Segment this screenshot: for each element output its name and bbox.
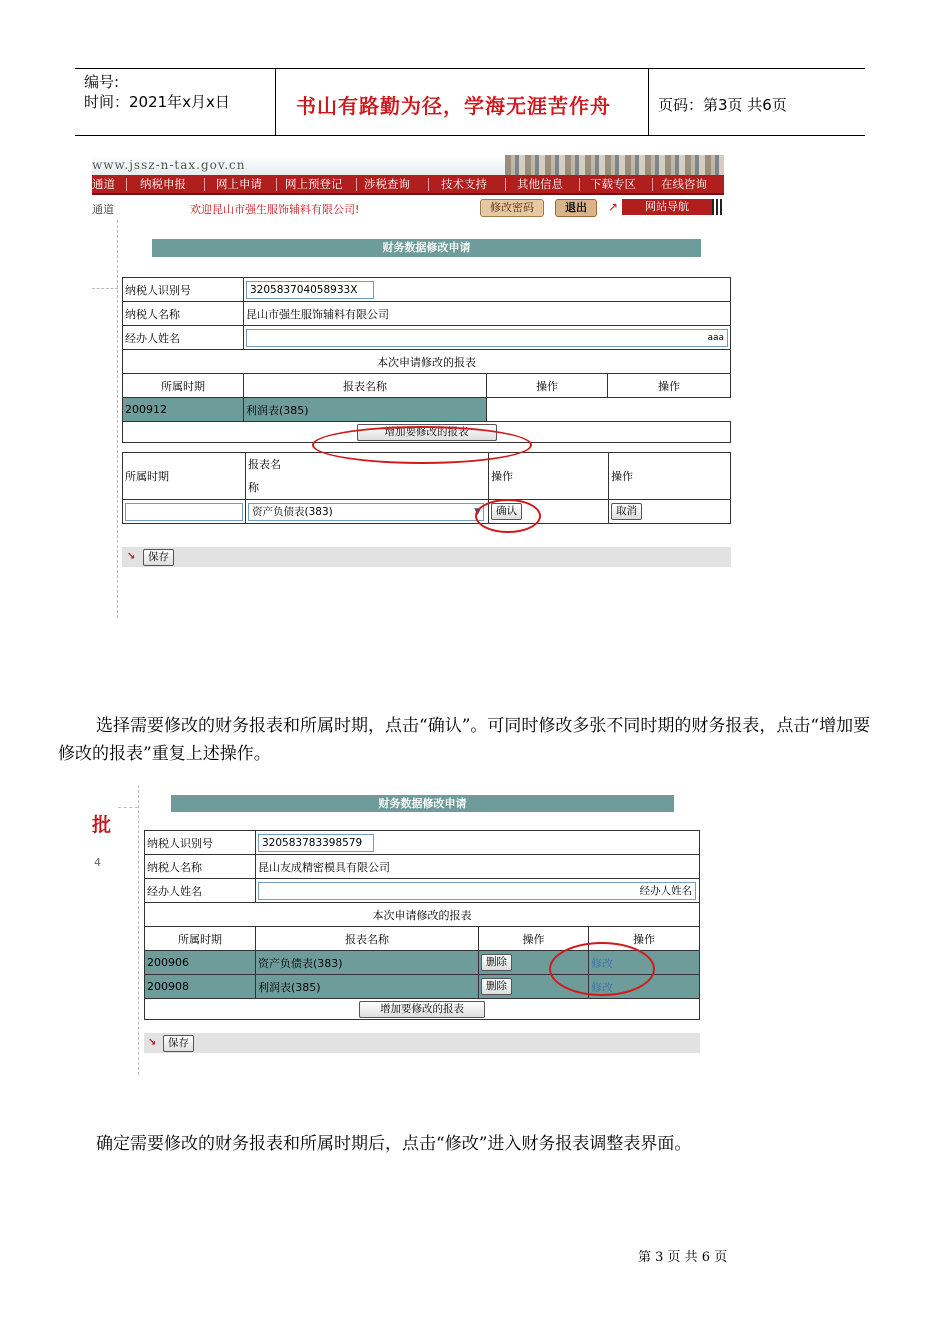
form-header-line: 报表名 <box>248 458 281 471</box>
form-title: 财务数据修改申请 <box>171 795 674 812</box>
value-cell <box>256 831 700 855</box>
label-cell: 纳税人识别号 <box>145 831 256 855</box>
change-password-button[interactable]: 修改密码 <box>480 199 544 217</box>
modify-link[interactable]: 修改 <box>590 980 613 994</box>
save-button[interactable]: 保存 <box>163 1035 194 1052</box>
period-input[interactable] <box>125 503 243 521</box>
report-cell: 利润表(385) <box>244 398 487 422</box>
header-meta <box>84 72 230 112</box>
guide-line <box>92 288 118 289</box>
delete-button[interactable]: 删除 <box>481 978 512 995</box>
report-select[interactable] <box>248 503 484 521</box>
column-header: 操作 <box>608 374 731 398</box>
column-header: 报表名称 <box>256 927 479 951</box>
number-label: 编号: <box>84 73 120 91</box>
nav-item[interactable]: 在线咨询 <box>661 177 707 191</box>
taxpayer-id-field[interactable]: 320583783398579 <box>258 834 374 852</box>
confirm-button[interactable]: 确认 <box>491 503 522 520</box>
modify-link[interactable]: 修改 <box>590 956 613 970</box>
label-cell: 经办人姓名 <box>123 326 244 350</box>
nav-separator <box>652 178 653 191</box>
nav-separator <box>505 178 506 191</box>
taxpayer-id-field[interactable]: 320583704058933X <box>246 281 374 299</box>
nav-item[interactable]: 其他信息 <box>517 177 563 191</box>
taxpayer-name-value: 昆山友成精密模具有限公司 <box>256 855 700 879</box>
form-header-line: 称 <box>248 481 259 494</box>
time-label: 时间：2021年x月x日 <box>84 93 230 111</box>
instruction-paragraph: 确定需要修改的财务报表和所属时期后，点击“修改”进入财务报表调整表界面。 <box>96 1134 692 1154</box>
nav-separator <box>428 178 429 191</box>
form-header: 所属时期 <box>123 453 246 500</box>
page-footer: 第 3 页 共 6 页 <box>638 1250 728 1265</box>
column-header: 操作 <box>487 374 608 398</box>
annotation-circle <box>549 942 655 996</box>
header-divider <box>275 68 276 136</box>
value-cell <box>256 879 700 903</box>
nav-separator <box>204 178 205 191</box>
guide-line <box>118 807 138 808</box>
save-button[interactable]: 保存 <box>143 549 174 566</box>
column-header: 操作 <box>588 927 699 951</box>
header-motto: 书山有路勤为径，学海无涯苦作舟 <box>296 94 611 118</box>
left-fragment-text: 通道 <box>92 203 114 216</box>
report-cell: 资产负债表(383) <box>256 951 479 975</box>
annotation-circle <box>475 499 541 533</box>
column-header: 操作 <box>478 927 588 951</box>
label-cell: 纳税人名称 <box>123 302 244 326</box>
nav-item[interactable]: 网上预登记 <box>285 177 343 191</box>
period-cell: 200908 <box>145 975 256 999</box>
form-title: 财务数据修改申请 <box>152 239 701 257</box>
bullet-icon: ↘ <box>127 551 136 562</box>
chevron-down-icon: ▼ <box>474 506 481 517</box>
left-fragment-text: 4 <box>94 856 101 869</box>
section-title: 本次申请修改的报表 <box>145 903 700 927</box>
period-cell: 200906 <box>145 951 256 975</box>
banner-building-image <box>505 155 724 175</box>
select-cell <box>246 500 489 524</box>
application-table <box>122 277 731 443</box>
exit-button[interactable]: 退出 <box>555 199 597 217</box>
save-bar <box>122 547 731 567</box>
value-cell <box>244 278 731 302</box>
annotation-circle <box>312 426 532 464</box>
arrow-icon: ↗ <box>608 200 619 214</box>
report-select-value: 资产负债表(383) <box>252 505 333 518</box>
label-cell: 纳税人识别号 <box>123 278 244 302</box>
header-page-number: 页码：第3页 共6页 <box>658 96 787 114</box>
site-url: www.jssz-n-tax.gov.cn <box>92 158 246 172</box>
nav-separator <box>276 178 277 191</box>
form-header: 操作 <box>608 453 730 500</box>
nav-separator <box>579 178 580 191</box>
period-cell: 200912 <box>123 398 244 422</box>
label-cell: 经办人姓名 <box>145 879 256 903</box>
empty-cell <box>487 398 731 422</box>
add-report-button[interactable]: 增加要修改的报表 <box>357 424 497 441</box>
cancel-cell <box>608 500 730 524</box>
add-report-button[interactable]: 增加要修改的报表 <box>359 1001 485 1018</box>
nav-item[interactable]: 网上申请 <box>216 177 262 191</box>
value-cell <box>244 326 731 350</box>
section-title: 本次申请修改的报表 <box>123 350 731 374</box>
guide-line <box>117 220 118 618</box>
nav-item[interactable]: 涉税查询 <box>364 177 410 191</box>
period-input-cell <box>123 500 246 524</box>
column-header: 所属时期 <box>145 927 256 951</box>
welcome-message: 欢迎昆山市强生服饰辅料有限公司! <box>190 203 360 216</box>
label-cell: 纳税人名称 <box>145 855 256 879</box>
stripes-icon <box>712 199 724 215</box>
header-top-rule <box>75 68 865 69</box>
taxpayer-name-value: 昆山市强生服饰辅料有限公司 <box>244 302 731 326</box>
nav-separator <box>126 178 127 191</box>
left-fragment-text: 批 <box>92 814 112 836</box>
agent-name-field[interactable]: aaa <box>246 329 728 347</box>
guide-line <box>138 785 139 1075</box>
delete-button[interactable]: 删除 <box>481 954 512 971</box>
column-header: 所属时期 <box>123 374 244 398</box>
agent-name-field[interactable]: 经办人姓名 <box>258 882 696 900</box>
nav-item[interactable]: 下载专区 <box>590 177 636 191</box>
nav-item[interactable]: 通道 <box>92 177 115 191</box>
column-header: 报表名称 <box>244 374 487 398</box>
site-nav-button[interactable]: 网站导航 <box>622 199 712 215</box>
add-row <box>145 999 700 1020</box>
cancel-button[interactable]: 取消 <box>611 503 642 520</box>
form-header: 操作 <box>488 453 608 500</box>
nav-item[interactable]: 技术支持 <box>441 177 487 191</box>
header-bottom-rule <box>75 135 865 136</box>
save-bar <box>144 1033 700 1053</box>
instruction-paragraph: 选择需要修改的财务报表和所属时期，点击“确认”。可同时修改多张不同时期的财务报表，点击“增加要修改的报表”重复上述操作。 <box>58 716 871 764</box>
header-divider <box>648 68 649 136</box>
nav-separator <box>356 178 357 191</box>
bullet-icon: ↘ <box>148 1037 157 1048</box>
nav-item[interactable]: 纳税申报 <box>140 177 186 191</box>
report-cell: 利润表(385) <box>256 975 479 999</box>
